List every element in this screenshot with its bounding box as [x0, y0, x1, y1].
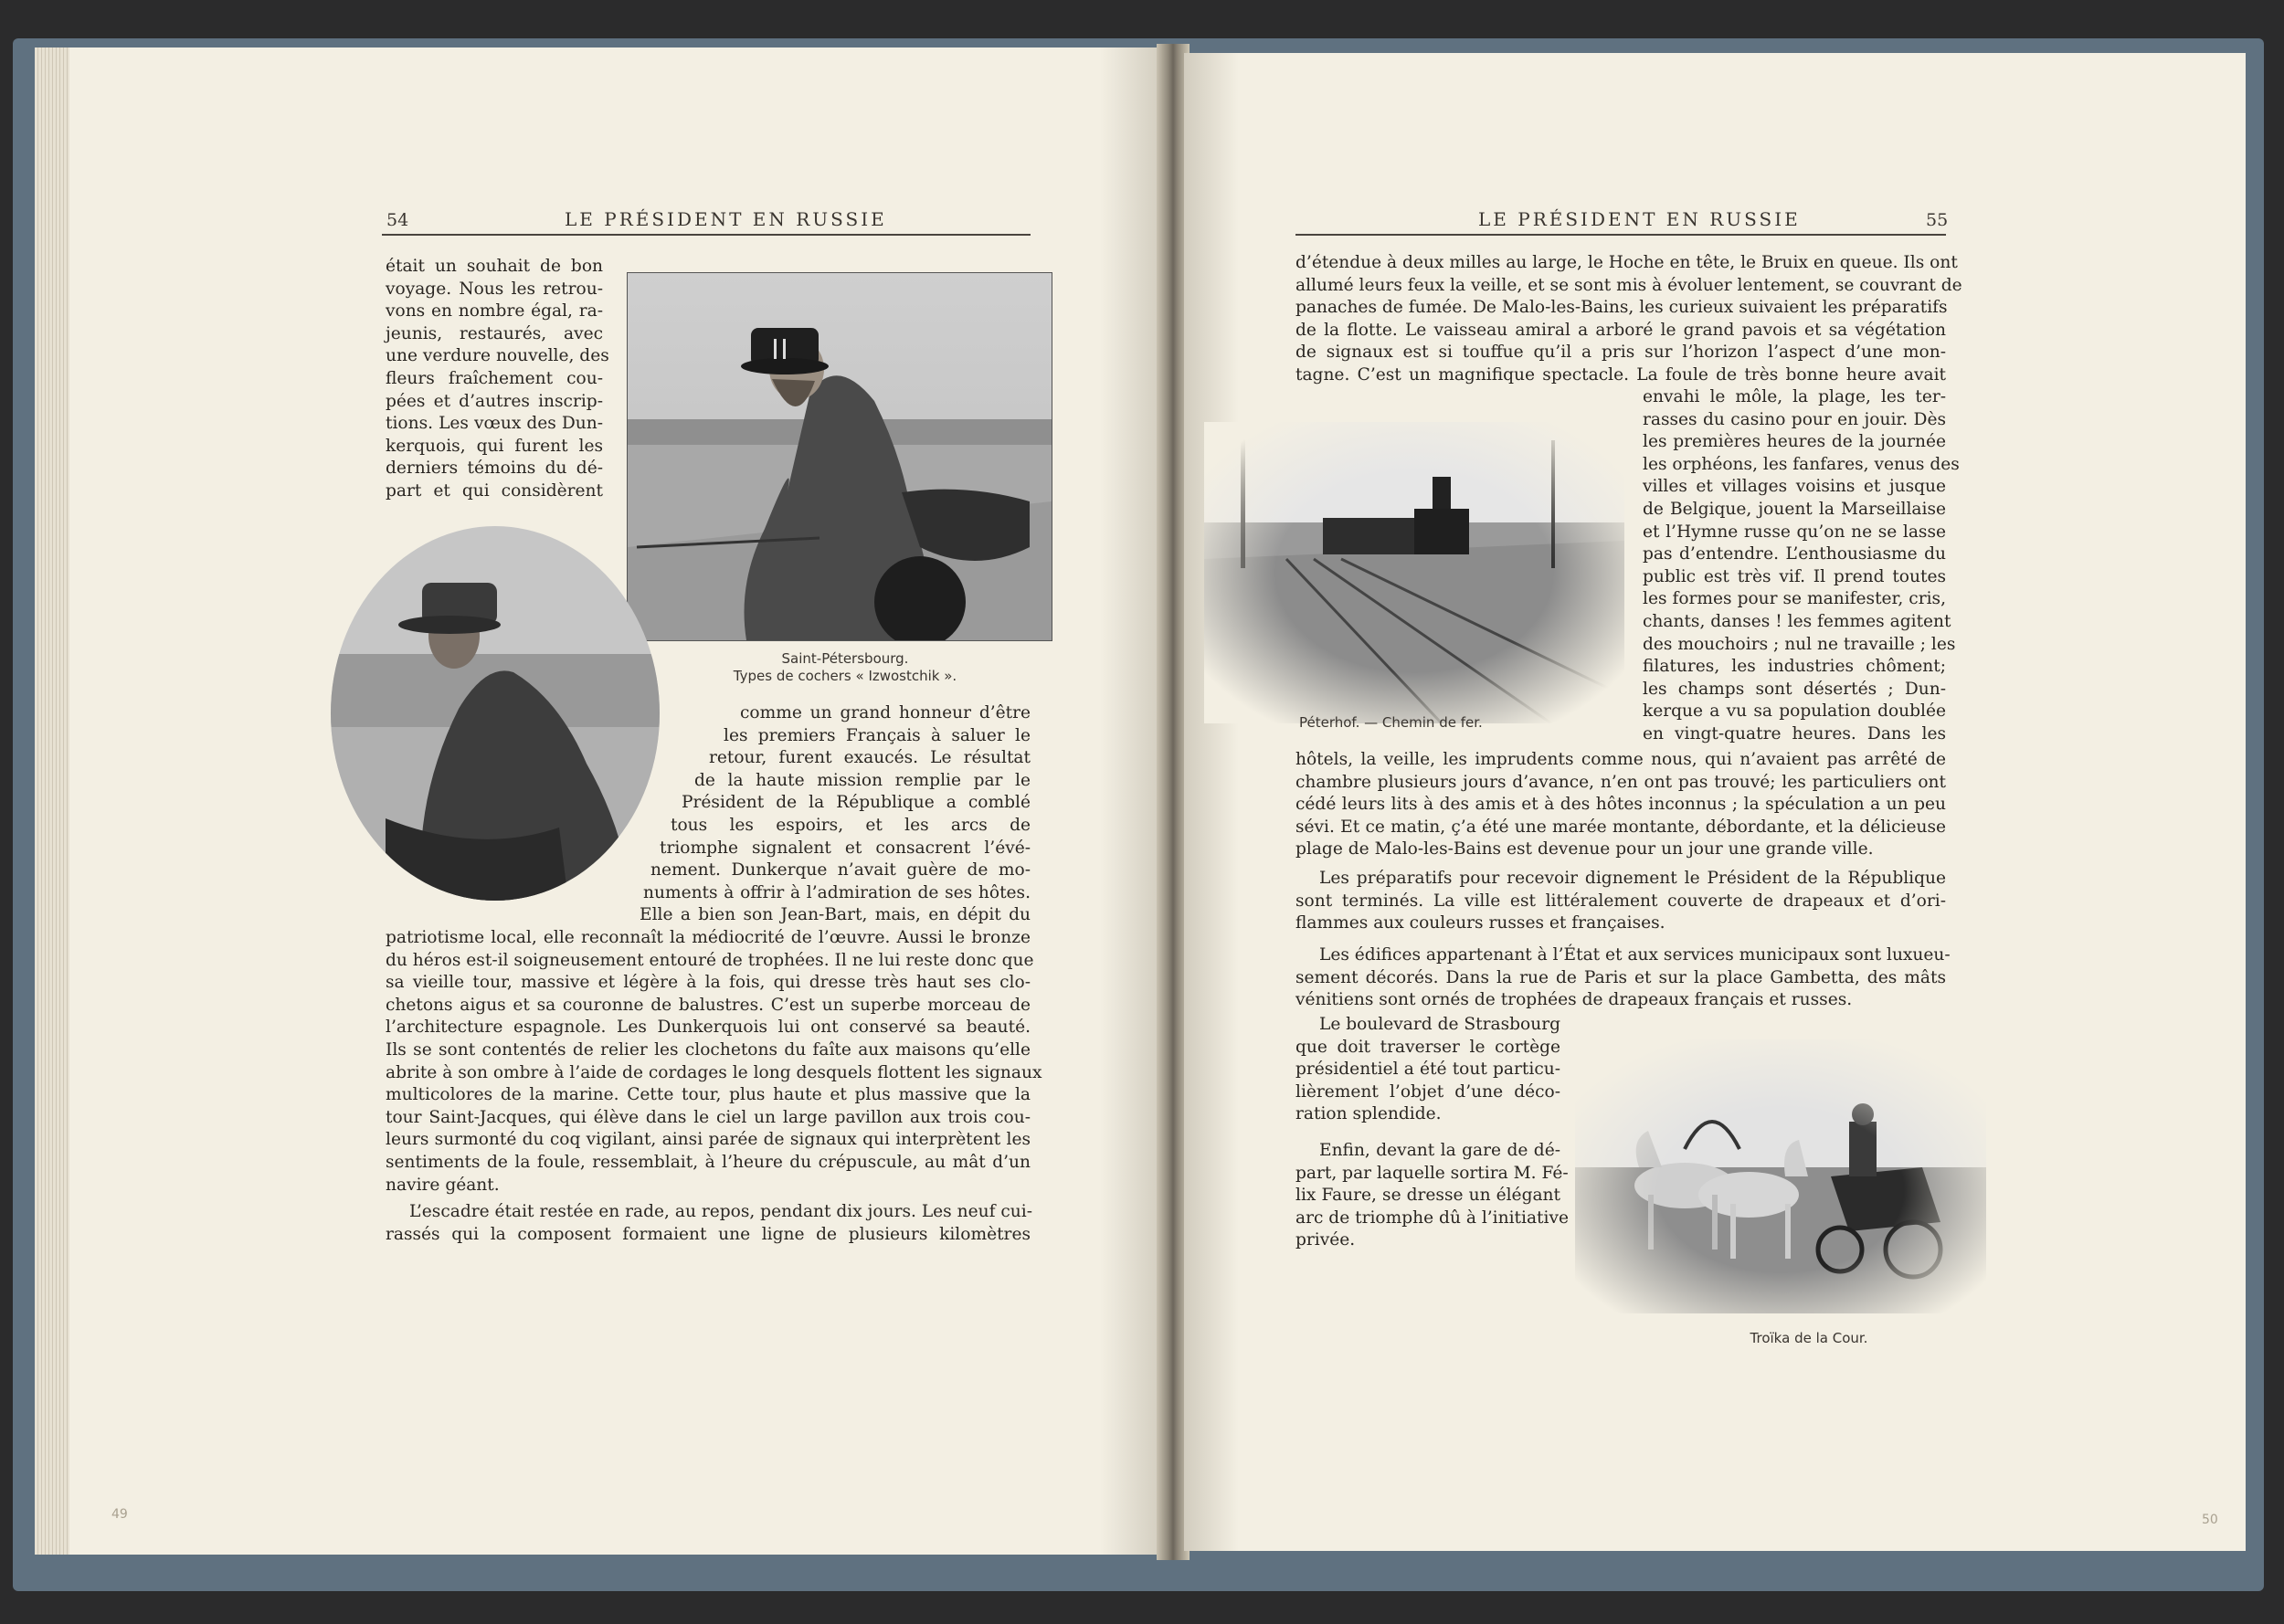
text-line: Enfin, devant la gare de dé- — [1319, 1141, 1560, 1160]
text-line: jeunis, restaurés, avec — [386, 323, 603, 343]
text-line: les orphéons, les fanfares, venus des — [1643, 454, 1960, 474]
text-line: vons en nombre égal, ra- — [386, 301, 603, 322]
right-margin-pencil-mark: 50 — [2202, 1513, 2218, 1527]
page-edges — [35, 47, 69, 1555]
text-line: patriotisme local, elle reconnaît la médiocrité de l’œuvre. Aussi le bronze — [386, 928, 1031, 947]
left-text-column-wrap — [640, 702, 1031, 927]
text-line: envahi le môle, la plage, les ter- — [1643, 387, 1946, 406]
left-text-column-top — [386, 256, 609, 503]
text-line: chetons aigus et sa couronne de balustres. C’est un superbe morceau de — [386, 995, 1031, 1015]
text-line: plage de Malo-les-Bains est devenue pour un jour une grande ville. — [1295, 839, 1874, 859]
text-line: leurs surmonté du coq vigilant, ainsi parée de signaux qui interprètent les — [386, 1130, 1031, 1150]
left-text-paragraph-last — [386, 1201, 1031, 1246]
text-line: kerque a vu sa population doublée — [1643, 701, 1946, 722]
photo-coachman-caption: Saint-Pétersbourg. Types de cochers « Izwostchik ». — [733, 650, 957, 684]
text-line: lix Faure, se dresse un élégant — [1295, 1186, 1560, 1206]
text-line: abrite à son ombre à l’aide de cordages le long desquels flottent les signaux — [386, 1062, 1042, 1082]
right-page-number: 55 — [1926, 210, 1949, 230]
text-line: les premières heures de la journée — [1643, 432, 1946, 452]
left-running-head: LE PRÉSIDENT EN RUSSIE — [565, 208, 887, 230]
text-line: L’escadre était restée en rade, au repos, pendant dix jours. Les neuf cui- — [409, 1202, 1033, 1221]
text-line: sévi. Et ce matin, ç’a été une marée montante, débordante, et la délicieuse — [1295, 817, 1946, 837]
photo-railway-caption: Péterhof. — Chemin de fer. — [1299, 714, 1483, 731]
text-line: lièrement l’objet d’une déco- — [1295, 1081, 1560, 1102]
right-text-paragraph-3 — [1295, 944, 1951, 1012]
right-text-paragraph-5 — [1295, 1140, 1569, 1252]
photo-troika-caption: Troïka de la Cour. — [1750, 1330, 1868, 1346]
photo-troika — [1575, 1039, 1986, 1313]
text-line: hôtels, la veille, les imprudents comme nous, qui n’avaient pas arrêté de — [1295, 750, 1946, 769]
right-header-rule — [1295, 234, 1946, 236]
text-line: rasses du casino pour en jouir. Dès — [1643, 409, 1946, 429]
left-margin-pencil-mark: 49 — [111, 1507, 128, 1522]
text-line: de la flotte. Le vaisseau amiral a arboré le grand pavois et sa végétation — [1295, 320, 1946, 340]
text-line: cédé leurs lits à des amis et à des hôtes inconnus ; la spéculation a un peu — [1295, 795, 1946, 815]
text-line: sa vieille tour, massive et légère à la fois, qui dresse très haut ses clo- — [386, 973, 1031, 993]
text-line: Elle a bien son Jean-Bart, mais, en dépit du — [640, 905, 1031, 925]
text-line: que doit traverser le cortège — [1295, 1037, 1560, 1057]
text-line: multicolores de la marine. Cette tour, plus haute et plus massive que la — [386, 1085, 1031, 1105]
text-line: arc de triomphe dû à l’initiative — [1295, 1207, 1569, 1228]
photo-coachman-round — [331, 526, 660, 901]
text-line: Ils se sont contentés de relier les clochetons du faîte aux maisons qu’elle — [386, 1039, 1031, 1060]
text-line: chants, danses ! les femmes agitent — [1643, 611, 1951, 631]
text-line: de signaux est si touffue qu’il a pris sur l’horizon l’aspect d’une mon- — [1295, 343, 1946, 363]
text-line: du héros est-il soigneusement entouré de trophées. Il ne lui reste donc que — [386, 950, 1034, 970]
text-line: retour, furent exaucés. Le résultat — [709, 748, 1031, 768]
text-line: une verdure nouvelle, des — [386, 346, 609, 366]
text-line: part et qui considèrent — [386, 480, 603, 501]
photo-coachman — [627, 272, 1052, 641]
right-text-column-top — [1295, 252, 1962, 387]
text-line: allumé leurs feux la veille, et se sont mis à évoluer lentement, se couvrant de — [1295, 275, 1962, 295]
text-line: présidentiel a été tout particu- — [1295, 1060, 1560, 1080]
text-line: kerquois, qui furent les — [386, 436, 603, 456]
text-line: derniers témoins du dé- — [386, 459, 603, 479]
text-line: pas d’entendre. L’enthousiasme du — [1643, 544, 1946, 564]
text-line: pées et d’autres inscrip- — [386, 391, 603, 411]
right-text-paragraph-2 — [1295, 868, 1946, 935]
text-line: numents à offrir à l’admiration de ses hôtes. — [643, 882, 1031, 902]
text-line: public est très vif. Il prend toutes — [1643, 566, 1946, 586]
text-line: triomphe signalent et consacrent l’évé- — [660, 838, 1031, 858]
text-line: navire géant. — [386, 1175, 500, 1195]
text-line: flammes aux couleurs russes et françaises. — [1295, 913, 1665, 933]
text-line: d’étendue à deux milles au large, le Hoche en tête, le Bruix en queue. Ils ont — [1295, 253, 1958, 272]
text-line: Les préparatifs pour recevoir dignement le Président de la République — [1319, 869, 1946, 888]
text-line: rassés qui la composent formaient une ligne de plusieurs kilomètres — [386, 1224, 1031, 1244]
text-line: les premiers Français à saluer le — [724, 725, 1031, 745]
text-line: sont terminés. La ville est littéralement couverte de drapeaux et d’ori- — [1295, 891, 1946, 911]
text-line: Le boulevard de Strasbourg — [1319, 1015, 1560, 1034]
text-line: comme un grand honneur d’être — [740, 703, 1031, 722]
text-line: privée. — [1295, 1230, 1356, 1250]
text-line: tour Saint-Jacques, qui élève dans le ciel un large pavillon aux trois cou- — [386, 1107, 1031, 1127]
right-running-head: LE PRÉSIDENT EN RUSSIE — [1478, 208, 1801, 230]
text-line: fleurs fraîchement cou- — [386, 368, 603, 388]
text-line: de la haute mission remplie par le — [694, 770, 1031, 790]
text-line: et l’Hymne russe qu’on ne se lasse — [1643, 522, 1946, 542]
text-line: voyage. Nous les retrou- — [386, 279, 603, 299]
text-line: en vingt-quatre heures. Dans les — [1643, 723, 1946, 743]
text-line: villes et villages voisins et jusque — [1643, 477, 1946, 497]
text-line: vénitiens sont ornés de trophées de drapeaux français et russes. — [1295, 990, 1853, 1010]
text-line: tous les espoirs, et les arcs de — [671, 815, 1031, 835]
text-line: sement décorés. Dans la rue de Paris et sur la place Gambetta, des mâts — [1295, 967, 1946, 987]
text-line: part, par laquelle sortira M. Fé- — [1295, 1163, 1569, 1183]
left-text-column-full — [386, 927, 1042, 1197]
left-header-rule — [382, 234, 1031, 236]
text-line: de Belgique, jouent la Marseillaise — [1643, 499, 1946, 519]
right-text-paragraph-1 — [1295, 749, 1946, 861]
text-line: filatures, les industries chôment; — [1643, 657, 1946, 677]
text-line: tions. Les vœux des Dun- — [386, 414, 603, 434]
text-line: tagne. C’est un magnifique spectacle. La foule de très bonne heure avait — [1295, 364, 1946, 385]
text-line: était un souhait de bon — [386, 257, 603, 276]
photo-railway — [1204, 422, 1624, 723]
right-text-paragraph-4 — [1295, 1014, 1560, 1126]
left-page-number: 54 — [386, 210, 409, 230]
text-line: panaches de fumée. De Malo-les-Bains, les curieux suivaient les préparatifs — [1295, 298, 1948, 318]
text-line: les formes pour se manifester, cris, — [1643, 589, 1946, 609]
text-line: des mouchoirs ; nul ne travaille ; les — [1643, 634, 1956, 654]
text-line: Les édifices appartenant à l’État et aux services municipaux sont luxueu- — [1319, 945, 1951, 965]
text-line: ration splendide. — [1295, 1104, 1442, 1124]
text-line: chambre plusieurs jours d’avance, n’en ont pas trouvé; les particuliers ont — [1295, 772, 1946, 792]
text-line: les champs sont désertés ; Dun- — [1643, 679, 1946, 699]
text-line: nement. Dunkerque n’avait guère de mo- — [650, 860, 1031, 881]
right-text-column-side — [1643, 386, 1960, 746]
text-line: sentiments de la foule, ressemblait, à l’heure du crépuscule, au mât d’un — [386, 1152, 1031, 1172]
text-line: Président de la République a comblé — [682, 793, 1031, 813]
text-line: l’architecture espagnole. Les Dunkerquois lui ont conservé sa beauté. — [386, 1018, 1031, 1038]
